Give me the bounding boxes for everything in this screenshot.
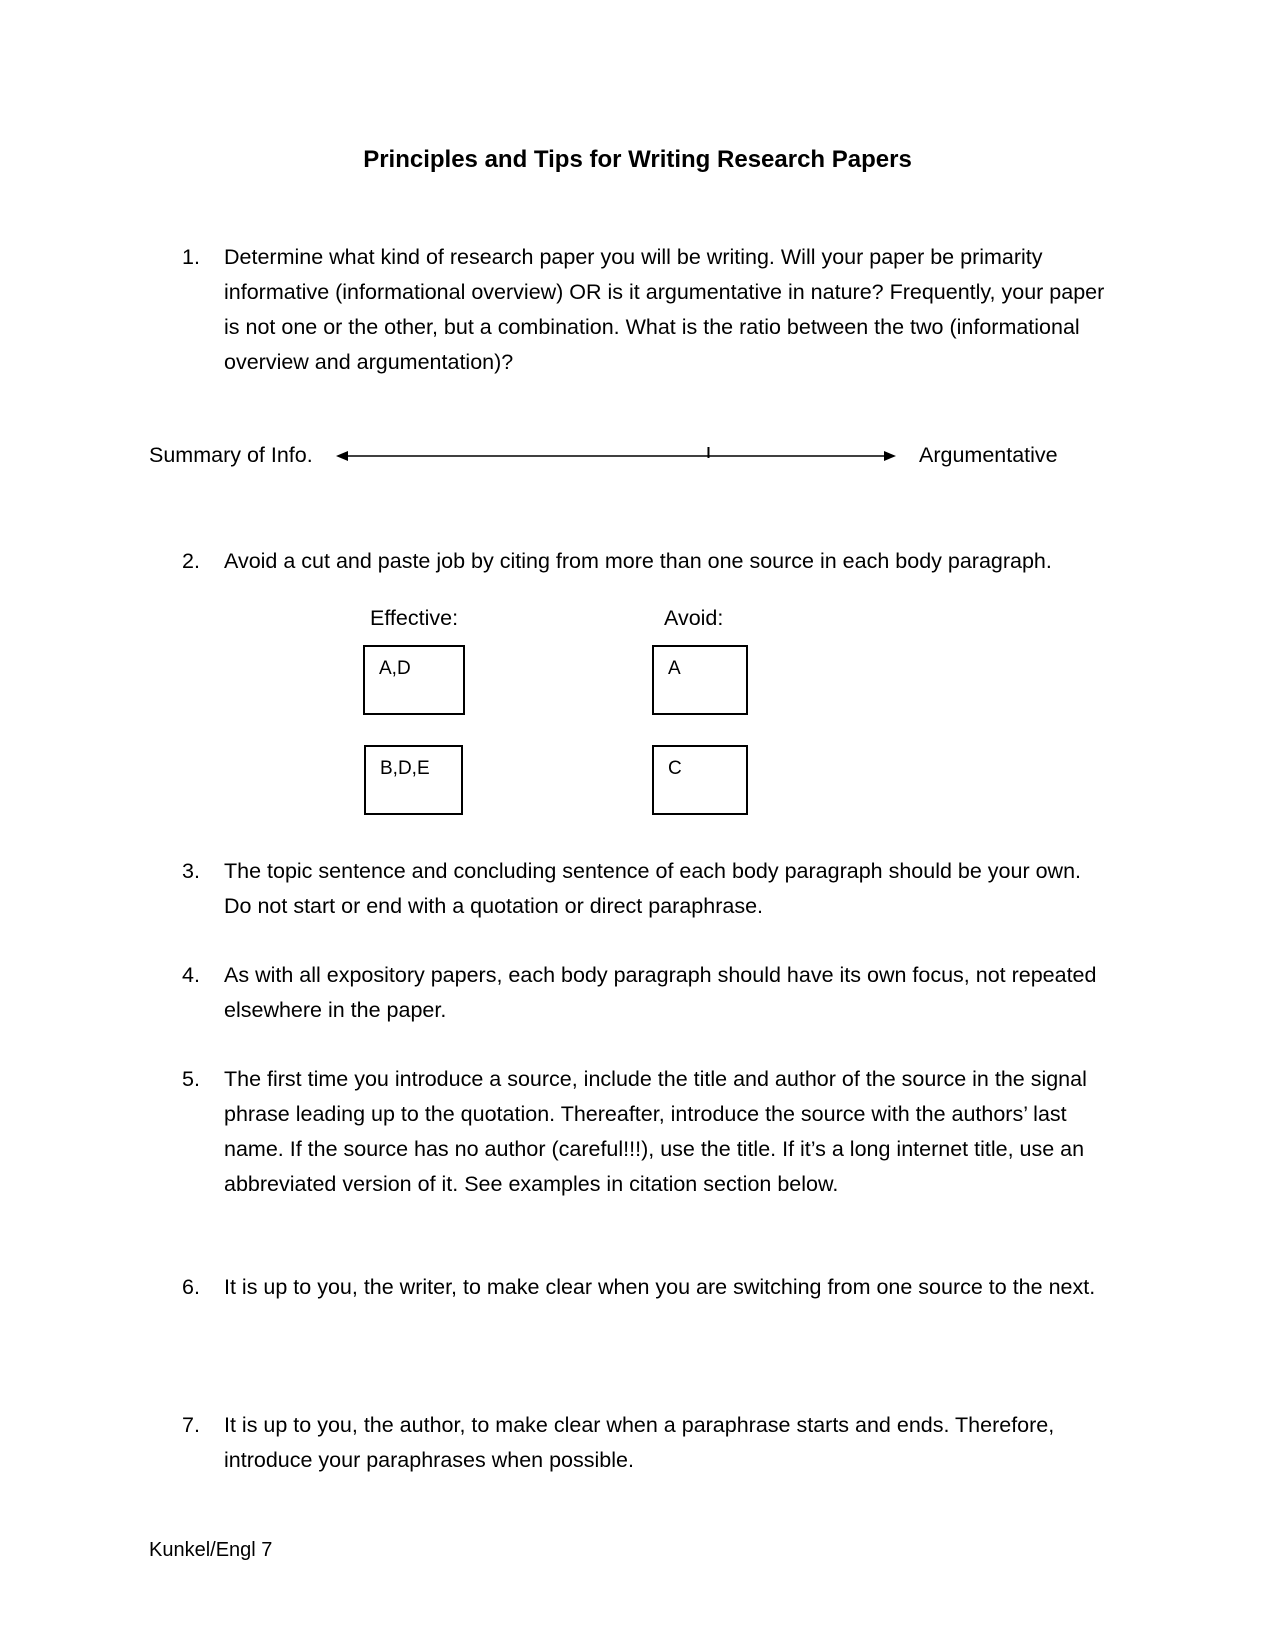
item-number: 2. — [182, 549, 200, 573]
list-item-2 — [182, 544, 1112, 579]
avoid-box-2: C — [652, 745, 748, 815]
informative-argumentative-scale — [336, 440, 896, 470]
avoid-heading: Avoid: — [664, 606, 724, 630]
scale-right-label: Argumentative — [919, 443, 1058, 467]
item-text: Determine what kind of research paper you will be writing. Will your paper be primarity informative (informational overview) OR is it argumentative in nature? Frequently, your paper is not one or the other, but a combination. What is the ratio between the two (informational overview and argumentation)? — [224, 245, 1105, 374]
item-number: 3. — [182, 859, 200, 883]
item-number: 7. — [182, 1413, 200, 1437]
left-arrowhead — [336, 451, 348, 461]
item-number: 5. — [182, 1067, 200, 1091]
page-footer: Kunkel/Engl 7 — [149, 1539, 273, 1561]
list-item-3 — [182, 854, 1112, 924]
item-number: 1. — [182, 245, 200, 269]
list-item-6 — [182, 1270, 1112, 1305]
right-arrowhead — [884, 451, 896, 461]
effective-box-2: B,D,E — [364, 745, 463, 815]
item-text: Avoid a cut and paste job by citing from more than one source in each body paragraph. — [224, 549, 1052, 573]
list-item-1 — [182, 240, 1112, 380]
avoid-box-1: A — [652, 645, 748, 715]
item-text: The topic sentence and concluding sentence of each body paragraph should be your own. Do not start or end with a quotation or direct paraphrase. — [224, 859, 1082, 918]
item-text: It is up to you, the writer, to make clear when you are switching from one source to the next. — [224, 1275, 1096, 1299]
list-item-5 — [182, 1062, 1112, 1202]
effective-box-1: A,D — [363, 645, 465, 715]
item-number: 4. — [182, 963, 200, 987]
list-item-7 — [182, 1408, 1112, 1478]
item-text: It is up to you, the author, to make clear when a paraphrase starts and ends. Therefore, introduce your paraphrases when possible. — [224, 1413, 1055, 1472]
scale-left-label: Summary of Info. — [149, 443, 313, 467]
item-number: 6. — [182, 1275, 200, 1299]
item-text: As with all expository papers, each body paragraph should have its own focus, not repeated elsewhere in the paper. — [224, 963, 1097, 1022]
item-text: The first time you introduce a source, include the title and author of the source in the signal phrase leading up to the quotation. Thereafter, introduce the source with the authors’ last name. If the source has no author (careful!!!), use the title. If it’s a long internet title, use an abbreviated version of it. See examples in citation section below. — [224, 1067, 1087, 1196]
effective-heading: Effective: — [370, 606, 459, 630]
page-title: Principles and Tips for Writing Research Papers — [363, 146, 912, 173]
list-item-4 — [182, 958, 1112, 1028]
